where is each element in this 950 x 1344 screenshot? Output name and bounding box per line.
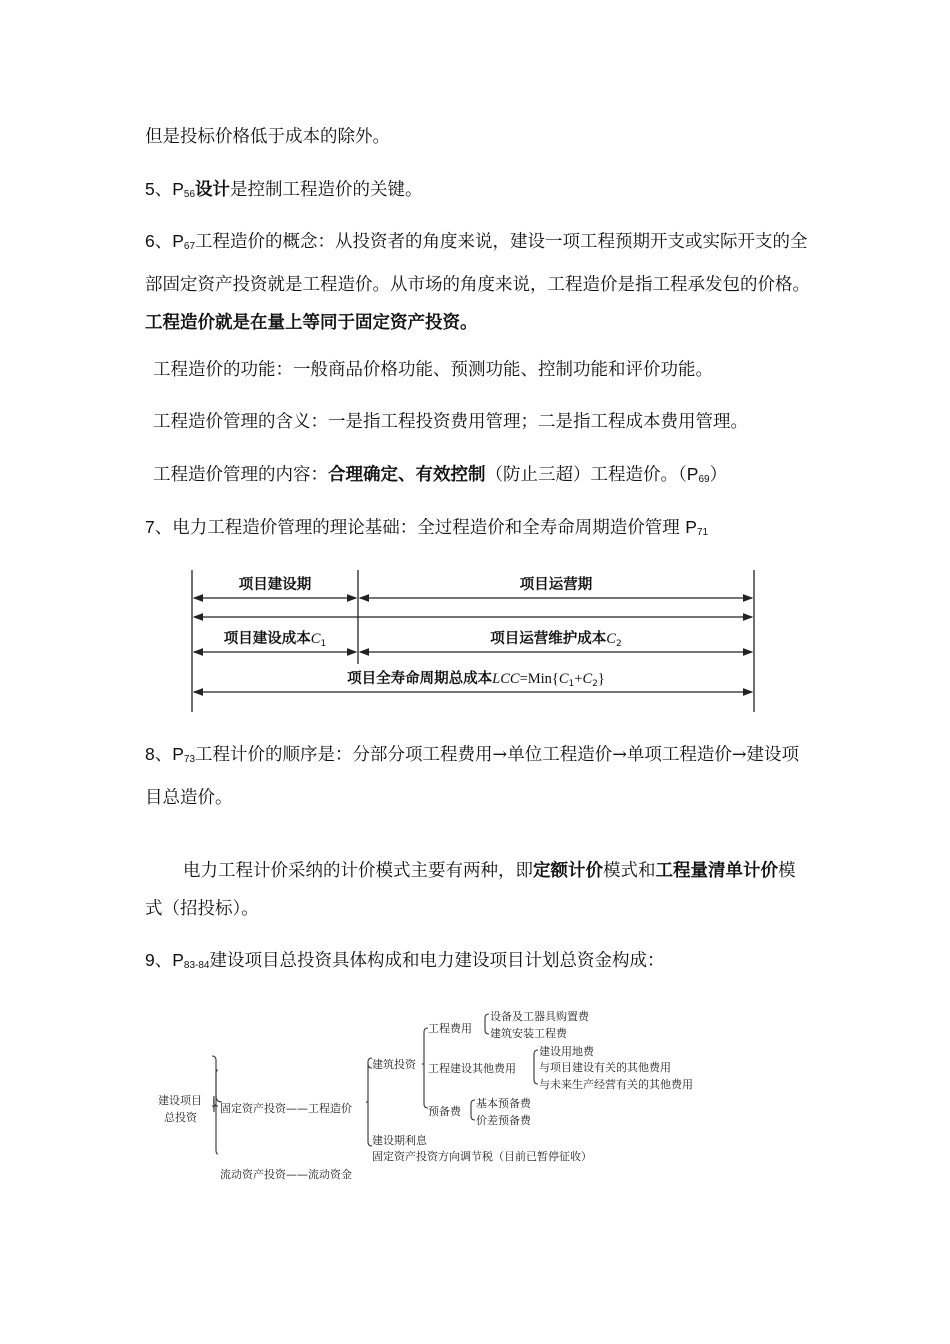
cost-functions-line: 工程造价的功能：一般商品价格功能、预测功能、控制功能和评价功能。 <box>153 360 713 380</box>
page-ref: P <box>172 231 184 251</box>
item-9: 9、$P_{83-84}$建设项目总投资具体构成和电力建设项目计划总资金构成： <box>145 950 665 971</box>
land-cost-label: 建设用地费 <box>539 1045 594 1058</box>
item-number: 6、 <box>145 231 173 251</box>
bold-term: 合理确定、有效控制 <box>328 465 486 485</box>
fixed-asset-bracket <box>368 1058 372 1146</box>
other-cost-label: 工程建设其他费用 <box>428 1062 516 1075</box>
cost-management-meaning-line: 工程造价管理的含义：一是指工程投资费用管理；二是指工程成本费用管理。 <box>153 412 748 432</box>
bold-statement: 工程造价就是在量上等同于固定资产投资。 <box>145 313 478 333</box>
other-cost-bracket <box>534 1050 538 1084</box>
reserve-bracket <box>471 1100 475 1120</box>
interest-label: 建设期利息 <box>372 1134 427 1147</box>
current-asset-label: 流动资产投资——流动资金 <box>220 1168 352 1181</box>
project-related-cost-label: 与项目建设有关的其他费用 <box>539 1061 671 1074</box>
root-label-line2: 总投资 <box>164 1111 197 1124</box>
operation-period-label: 项目运营期 <box>519 577 593 593</box>
page-ref-number: 71 <box>696 527 709 538</box>
root-bracket <box>216 1070 218 1154</box>
future-operation-cost-label: 与未来生产经营有关的其他费用 <box>539 1078 693 1091</box>
page-ref: P <box>686 464 699 484</box>
operation-cost-label: 项目运营维护成本$C_2$ <box>490 631 622 649</box>
bold-term: 工程量清单计价 <box>655 861 778 881</box>
page-ref-number: 83-84 <box>183 960 210 971</box>
bold-term: 定额计价 <box>533 861 603 881</box>
page-ref: P <box>172 744 184 764</box>
page-ref: P <box>685 517 697 537</box>
paragraph-continuation: 但是投标价格低于成本的除外。 <box>145 127 390 147</box>
life-cycle-cost-figure <box>186 566 762 716</box>
eng-cost-bracket <box>485 1014 489 1034</box>
item-8: 8、$P_{73}$工程计价的顺序是：分部分项工程费用→单位工程造价→单项工程造价→建设项目总造价。 <box>145 744 800 808</box>
page-ref: P <box>172 179 184 199</box>
item-number: 7、 <box>145 517 173 537</box>
page-ref-number: 56 <box>183 189 196 200</box>
page-ref-number: 69 <box>698 474 710 485</box>
total-cost-label: 项目全寿命周期总成本$LCC=Min\{C_1+C_2\}$ <box>347 671 605 689</box>
item-number: 8、 <box>145 744 173 764</box>
pricing-modes-paragraph: 电力工程计价采纳的计价模式主要有两种，即定额计价模式和工程量清单计价模式（招投标）。 <box>145 861 796 919</box>
cost-management-content-line: 工程造价管理的内容：合理确定、有效控制（防止三超）工程造价。$(P_{69})$ <box>153 464 728 485</box>
item-6: 6、$P_{67}$工程造价的概念：从投资者的角度来说，建设一项工程预期开支或实际开支的全部固定资产投资就是工程造价。从市场的角度来说，工程造价是指工程承发包的价格。工程造价就是在量上等同于固定资产投资。 <box>145 231 810 333</box>
construction-period-label: 项目建设期 <box>238 577 312 593</box>
root-label-line1: 建设项目 <box>158 1094 202 1107</box>
bold-term: 设计 <box>195 180 231 200</box>
eng-cost-label: 工程费用 <box>428 1022 472 1035</box>
page-ref: P <box>172 950 184 970</box>
building-label: 建筑投资 <box>372 1058 416 1071</box>
tax-label: 固定资产投资方向调节税（目前已暂停征收） <box>372 1150 592 1163</box>
investment-composition-diagram <box>150 1000 730 1190</box>
item-number: 5、 <box>145 179 173 199</box>
reserve-label: 预备费 <box>428 1105 461 1118</box>
page-ref-number: 67 <box>183 241 196 252</box>
fixed-asset-label: 固定资产投资——工程造价 <box>220 1102 352 1115</box>
equipment-cost-label: 设备及工器具购置费 <box>490 1010 589 1023</box>
basic-reserve-label: 基本预备费 <box>476 1097 531 1110</box>
item-number: 9、 <box>145 950 173 970</box>
page-ref-number: 73 <box>183 754 196 765</box>
price-reserve-label: 价差预备费 <box>476 1114 531 1127</box>
item-7: 7、电力工程造价管理的理论基础：全过程造价和全寿命周期造价管理 $P_{71}$ <box>145 517 709 538</box>
installation-cost-label: 建筑安装工程费 <box>490 1027 567 1040</box>
construction-cost-label: 项目建设成本$C_1$ <box>223 631 327 649</box>
item-5: 5、$P_{56}$设计是控制工程造价的关键。 <box>145 179 423 200</box>
